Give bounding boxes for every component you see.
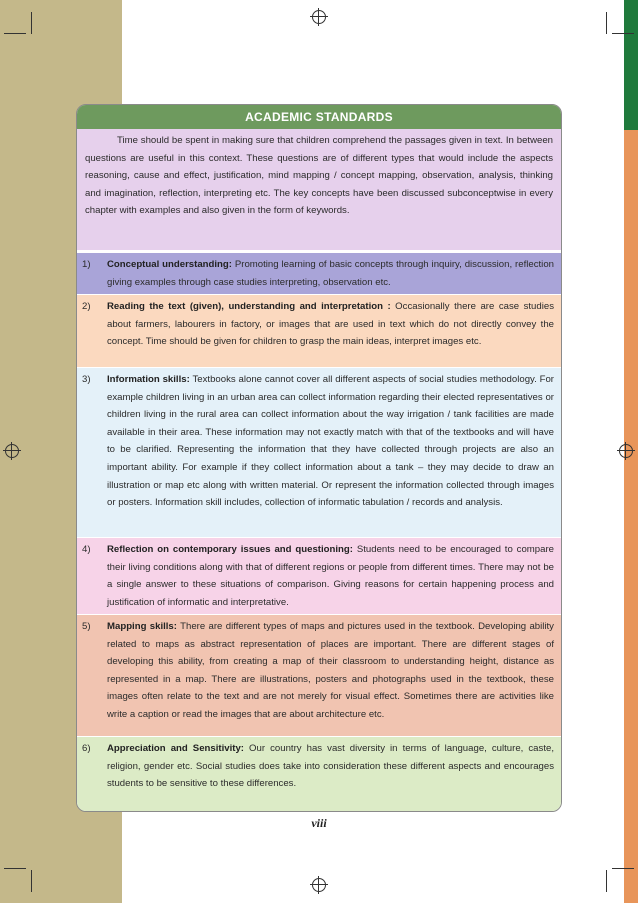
item-text: Promoting learning of basic concepts through inquiry, discussion, reflection giving examples through case studies interpreting, observation etc.	[107, 259, 554, 288]
standard-item-1	[77, 253, 561, 295]
item-heading: Reflection on contemporary issues and questioning:	[107, 544, 353, 555]
standard-item-2	[77, 295, 561, 368]
crop-mark	[606, 870, 607, 892]
item-heading: Mapping skills:	[107, 621, 177, 632]
item-text: Students need to be encouraged to compare their living conditions along with that of different regions or people from different times. There may not be a single answer to these situations of comparison. Giving reasons for certain happening process and justification of informatic and interpretative.	[107, 544, 554, 608]
item-text: Textbooks alone cannot cover all different aspects of social studies methodology. For example children living in an urban area can collect information regarding their elected representatives or children living in the rural area can collect information about the way irrigation / tank facilities are made available in their area. These information may not exactly match with that of the textbooks and will have to be clarified. Representing the information that they have collected through projects are also an important ability. For example if they collect information about a tank – they may decide to draw an illustration or map etc along with written material. Or represent the information collected through images or posters. Information skill includes, collection of informatic tabulation / records and analysis.	[107, 374, 555, 509]
crop-mark	[4, 33, 26, 34]
crop-mark	[606, 12, 607, 34]
item-text: Our country has vast diversity in terms of language, culture, caste, religion, gender etc. Social studies does take into consideration these different aspects and encourages students to be sensitive to these differences.	[107, 743, 554, 790]
item-number: 6)	[82, 743, 91, 754]
registration-mark-icon	[312, 10, 326, 24]
crop-mark	[612, 868, 634, 869]
standard-item-3	[77, 368, 561, 538]
registration-mark-icon	[5, 444, 19, 458]
academic-standards-panel	[76, 104, 562, 812]
item-number: 2)	[82, 301, 91, 312]
crop-mark	[612, 33, 634, 34]
item-text: Occasionally there are case studies about farmers, labourers in factory, or images that are used in text which do not directly convey the concept. Time should be given for children to grasp the main ideas, interpret images etc.	[107, 301, 554, 348]
edge-tab-green	[624, 0, 638, 130]
edge-tab-orange	[624, 130, 638, 903]
item-number: 3)	[82, 374, 91, 385]
crop-mark	[31, 870, 32, 892]
item-text: There are different types of maps and pictures used in the textbook. Developing ability related to maps as abstract representation of places are important. There are different stages of developing this ability, from creating a map of their classroom to understanding height, distance as represented in a map. There are illustrations, posters and photographs used in the textbook, these images often relate to the text and are not merely for visual effect. Sometimes there are activities like write a caption or read the images that are about architecture etc.	[107, 621, 554, 720]
item-number: 5)	[82, 621, 91, 632]
item-heading: Appreciation and Sensitivity:	[107, 743, 244, 754]
standard-item-6	[77, 737, 561, 811]
panel-title: ACADEMIC STANDARDS	[77, 105, 561, 129]
item-heading: Conceptual understanding:	[107, 259, 232, 270]
standard-item-5	[77, 615, 561, 737]
intro-section	[77, 129, 561, 253]
item-heading: Reading the text (given), understanding and interpretation :	[107, 301, 391, 312]
item-heading: Information skills:	[107, 374, 190, 385]
crop-mark	[31, 12, 32, 34]
item-number: 1)	[82, 259, 91, 270]
standard-item-4	[77, 538, 561, 615]
crop-mark	[4, 868, 26, 869]
registration-mark-icon	[619, 444, 633, 458]
page-number: viii	[311, 816, 327, 830]
registration-mark-icon	[312, 878, 326, 892]
item-number: 4)	[82, 544, 91, 555]
intro-paragraph: Time should be spent in making sure that children comprehend the passages given in text. In between questions are useful in this context. These questions are of different types that would include the aspects reasoning, cause and effect, justification, mind mapping / concept mapping, observation, analysis, thinking and imagination, reflection, interpreting etc. The key concepts have been discussed subconceptwise in every chapter with examples and also given in the form of keywords.	[85, 135, 553, 217]
